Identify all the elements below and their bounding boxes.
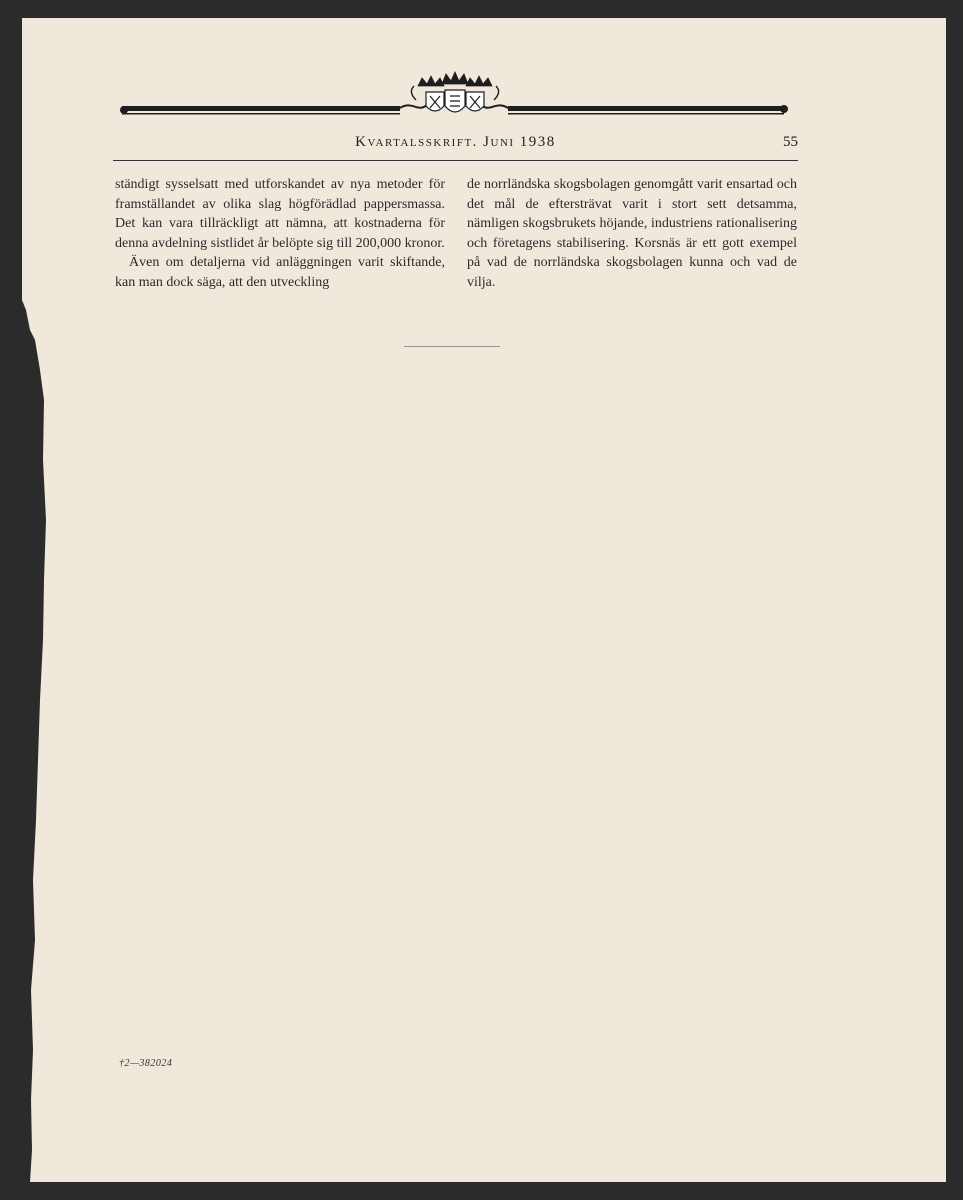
header-rule — [113, 160, 798, 161]
page-number: 55 — [783, 134, 798, 150]
running-head — [113, 134, 798, 156]
running-title: Kvartalsskrift. Juni 1938 — [355, 134, 556, 150]
paragraph: de norrländska skogsbolagen genomgått varit ensartad och det mål de eftersträvat varit i stort sett detsamma, nämligen skogsbrukets höjande, industriens rationalisering och företagens stabilisering. Korsnäs är ett gott exempel på vad de norrländska skogsbolagen kunna och vad de vilja. — [467, 177, 797, 290]
right-column — [467, 175, 797, 292]
left-column — [115, 175, 445, 292]
paragraph: ständigt sysselsatt med utforskandet av nya metoder för framställandet av olika slag högförädlad pappersmassa. Det kan vara tillräckligt att nämna, att kostnaderna för denna avdelning sistlidet år belöpte sig till 200,000 kronor. — [115, 177, 445, 251]
paragraph: Även om detaljerna vid anläggningen varit skiftande, kan man dock säga, att den utveckling — [115, 255, 445, 290]
printer-mark: †2—382024 — [119, 1058, 173, 1069]
coat-of-arms-crowns-ornament — [118, 70, 790, 126]
section-separator-rule — [404, 346, 500, 347]
